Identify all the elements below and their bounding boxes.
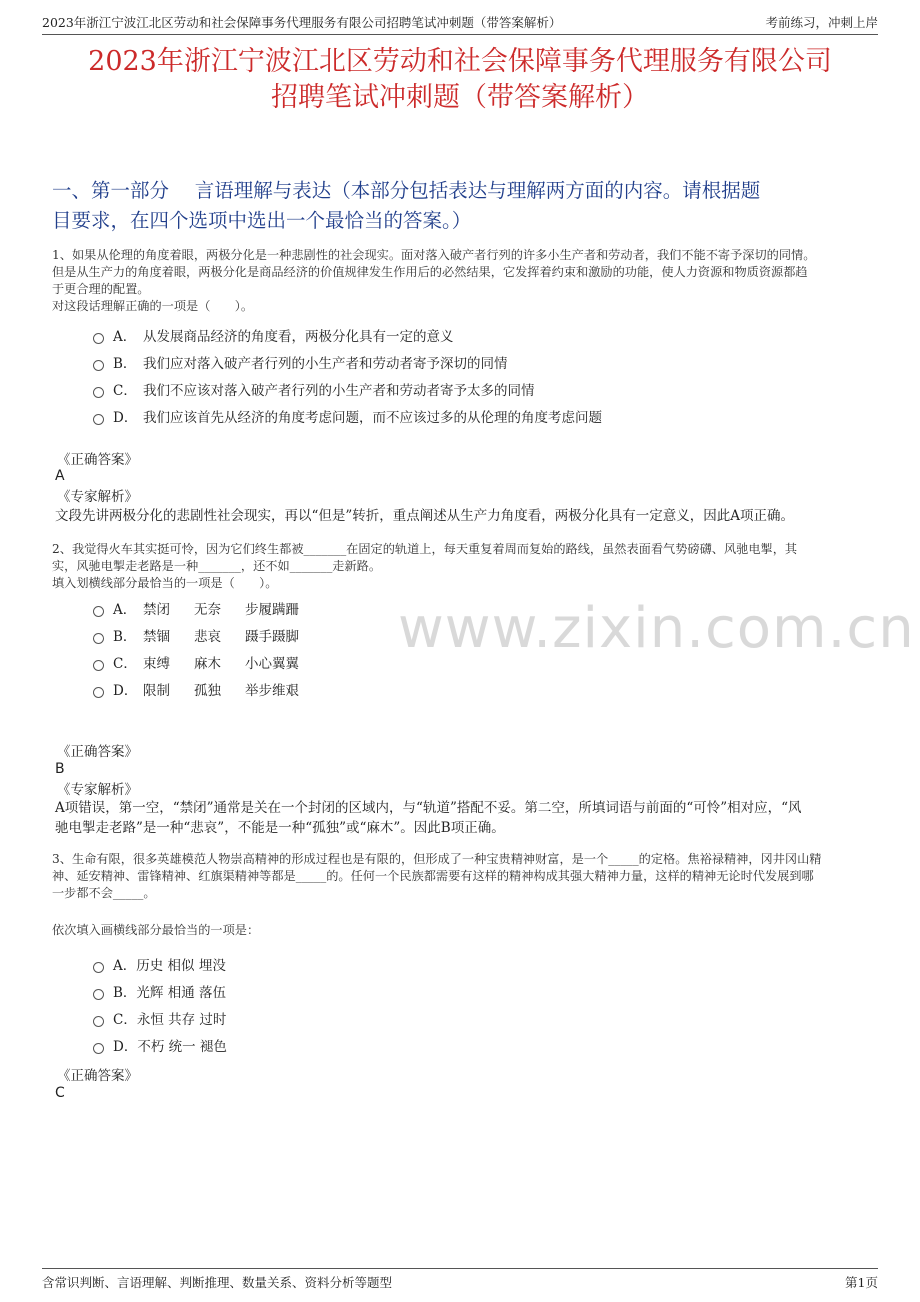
radio-icon[interactable] <box>93 333 104 344</box>
option-word: 限制 <box>143 683 170 699</box>
question-stem-line: 实，风驰电掣走老路是一种_______，还不如_______走新路。 <box>52 559 382 573</box>
section-heading-line-2: 目要求，在四个选项中选出一个最恰当的答案。） <box>52 209 472 232</box>
question-stem-line: 一步都不会_____。 <box>52 886 156 900</box>
expert-analysis <box>55 506 872 526</box>
option-text: 我们应该首先从经济的角度考虑问题，而不应该过多的从伦理的角度考虑问题 <box>143 410 602 426</box>
option-text: 永恒 共存 过时 <box>136 1012 227 1028</box>
explanation-line: 文段先讲两极分化的悲剧性社会现实，再以“但是”转折，重点阐述从生产力角度看，两极分化具有一定意义，因此A项正确。 <box>55 508 795 524</box>
question-3-prompt <box>52 922 872 939</box>
radio-icon[interactable] <box>93 360 104 371</box>
option-letter: A． <box>113 958 137 974</box>
radio-icon[interactable] <box>93 633 104 644</box>
option-word: 孤独 <box>194 683 221 699</box>
question-3-stem <box>52 851 872 902</box>
expert-analysis-label: 《专家解析》 <box>57 489 138 505</box>
option-text: 从发展商品经济的角度看，两极分化具有一定的意义 <box>143 329 454 345</box>
option-letter: C． <box>113 656 137 672</box>
option-word: 禁闭 <box>143 602 170 618</box>
option-word: 束缚 <box>143 656 170 672</box>
page-title <box>30 44 890 116</box>
header-slogan: 考前练习，冲刺上岸 <box>765 15 878 30</box>
option-word: 小心翼翼 <box>245 656 299 672</box>
question-stem-line: 填入划横线部分最恰当的一项是（ ）。 <box>52 576 278 590</box>
explanation-line: A项错误，第一空，“禁闭”通常是关在一个封闭的区域内，与“轨道”搭配不妥。第二空，所填词语与前面的“可怜”相对应，“风 <box>55 800 802 816</box>
q1-option-c[interactable] <box>93 381 535 401</box>
option-word: 蹑手蹑脚 <box>245 629 299 645</box>
page-footer <box>42 1268 878 1293</box>
radio-icon[interactable] <box>93 414 104 425</box>
question-stem-line: 对这段话理解正确的一项是（ ）。 <box>52 299 254 313</box>
q2-option-b[interactable] <box>93 627 299 647</box>
option-text: 光辉 相通 落伍 <box>136 985 227 1001</box>
q2-option-a[interactable] <box>93 600 299 620</box>
radio-icon[interactable] <box>93 1016 104 1027</box>
option-word: 举步维艰 <box>245 683 299 699</box>
question-stem-line: 3、生命有限，很多英雄模范人物崇高精神的形成过程也是有限的，但形成了一种宝贵精神财富，是一个_____的定格。焦裕禄精神，冈井冈山精 <box>52 852 822 866</box>
q1-option-b[interactable] <box>93 354 508 374</box>
option-letter: D． <box>113 410 138 426</box>
option-letter: A． <box>113 602 137 618</box>
option-letter: B． <box>113 985 137 1001</box>
page-number: 第1页 <box>845 1275 878 1290</box>
option-letter: D． <box>113 1039 138 1055</box>
q3-option-c[interactable] <box>93 1010 226 1030</box>
option-word: 无奈 <box>194 602 221 618</box>
q3-option-a[interactable] <box>93 956 226 976</box>
question-stem-line: 但是从生产力的角度着眼，两极分化是商品经济的价值规律发生作用后的必然结果，它发挥着约束和激励的功能，使人力资源和物质资源都趋 <box>52 265 808 279</box>
option-letter: C． <box>113 1012 137 1028</box>
option-letter: A． <box>113 329 137 345</box>
page-title-line-1: 2023年浙江宁波江北区劳动和社会保障事务代理服务有限公司 <box>88 46 832 77</box>
radio-icon[interactable] <box>93 962 104 973</box>
option-letter: D． <box>113 683 138 699</box>
radio-icon[interactable] <box>93 1043 104 1054</box>
explanation-line: 驰电掣走老路”是一种“悲哀”，不能是一种“孤独”或“麻木”。因此B项正确。 <box>55 820 505 836</box>
question-prompt: 依次填入画横线部分最恰当的一项是： <box>52 923 260 937</box>
page-header <box>42 10 878 35</box>
radio-icon[interactable] <box>93 606 104 617</box>
question-stem-line: 于更合理的配置。 <box>52 282 150 296</box>
correct-answer-label: 《正确答案》 <box>57 1068 138 1084</box>
correct-answer: B <box>55 761 65 777</box>
question-stem-line: 2、我觉得火车其实挺可怜，因为它们终生都被_______在固定的轨道上，每天重复着周而复始的路线，虽然表面看气势磅礴、风驰电掣，其 <box>52 542 798 556</box>
q3-option-d[interactable] <box>93 1037 227 1057</box>
question-stem-line: 1、如果从伦理的角度着眼，两极分化是一种悲剧性的社会现实。面对落入破产者行列的许多小生产者和劳动者，我们不能不寄予深切的同情。 <box>52 248 816 262</box>
option-word: 禁锢 <box>143 629 170 645</box>
question-2-stem <box>52 541 872 592</box>
footer-note: 含常识判断、言语理解、判断推理、数量关系、资料分析等题型 <box>42 1275 393 1290</box>
radio-icon[interactable] <box>93 660 104 671</box>
option-text: 我们不应该对落入破产者行列的小生产者和劳动者寄予太多的同情 <box>143 383 535 399</box>
option-text: 我们应对落入破产者行列的小生产者和劳动者寄予深切的同情 <box>143 356 508 372</box>
option-word: 步履蹒跚 <box>245 602 299 618</box>
q2-option-d[interactable] <box>93 681 299 701</box>
q3-option-b[interactable] <box>93 983 226 1003</box>
radio-icon[interactable] <box>93 989 104 1000</box>
option-word: 悲哀 <box>194 629 221 645</box>
watermark: www.zixin.com.cn <box>398 596 915 661</box>
q1-option-a[interactable] <box>93 327 454 347</box>
header-doc-title: 2023年浙江宁波江北区劳动和社会保障事务代理服务有限公司招聘笔试冲刺题（带答案解析） <box>42 15 562 30</box>
correct-answer-label: 《正确答案》 <box>57 744 138 760</box>
section-heading <box>52 176 872 236</box>
q1-option-d[interactable] <box>93 408 602 428</box>
correct-answer: C <box>55 1085 65 1101</box>
question-1-stem <box>52 247 872 315</box>
correct-answer-label: 《正确答案》 <box>57 452 138 468</box>
option-letter: B． <box>113 629 137 645</box>
expert-analysis <box>55 798 872 838</box>
radio-icon[interactable] <box>93 387 104 398</box>
option-text: 历史 相似 埋没 <box>136 958 226 974</box>
option-letter: C． <box>113 383 137 399</box>
option-letter: B． <box>113 356 137 372</box>
option-text: 不朽 统一 褪色 <box>137 1039 227 1055</box>
q2-option-c[interactable] <box>93 654 299 674</box>
question-stem-line: 神、延安精神、雷锋精神、红旗渠精神等都是_____的。任何一个民族都需要有这样的精神构成其强大精神力量，这样的精神无论时代发展到哪 <box>52 869 814 883</box>
option-word: 麻木 <box>194 656 221 672</box>
radio-icon[interactable] <box>93 687 104 698</box>
page-title-line-2: 招聘笔试冲刺题（带答案解析） <box>271 82 649 113</box>
section-heading-line-1: 一、第一部分 言语理解与表达（本部分包括表达与理解两方面的内容。请根据题 <box>52 179 761 202</box>
expert-analysis-label: 《专家解析》 <box>57 782 138 798</box>
correct-answer: A <box>55 468 65 484</box>
